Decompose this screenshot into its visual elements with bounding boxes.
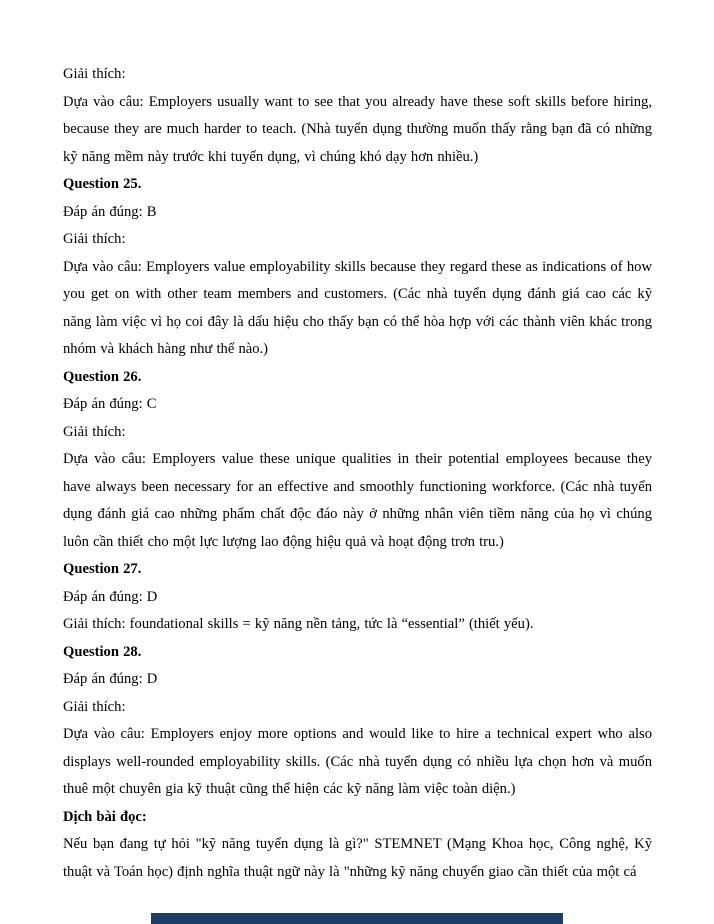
paragraph: Dựa vào câu: Employers usually want to see that you already have these soft skills before hiring, because they are much harder to teach. (Nhà tuyển dụng thường muốn thấy rằng bạn đã có những kỹ năng mềm này trước khi tuyển dụng, vì chúng khó dạy hơn nhiều.) <box>63 93 652 165</box>
paragraph: Giải thích: <box>63 423 126 440</box>
paragraph: Nếu bạn đang tự hỏi "kỹ năng tuyển dụng là gì?" STEMNET (Mạng Khoa học, Công nghệ, Kỹ thuật và Toán học) định nghĩa thuật ngữ này là "những kỹ năng chuyển giao cần thiết của một cá <box>63 836 652 880</box>
paragraph: Đáp án đúng: B <box>63 203 157 220</box>
footer-bar <box>151 913 563 924</box>
paragraph: Đáp án đúng: D <box>63 588 158 605</box>
paragraph: Đáp án đúng: D <box>63 671 158 687</box>
document-body <box>63 61 652 886</box>
paragraph: Giải thích: <box>63 231 126 247</box>
paragraph: Giải thích: foundational skills = kỹ năng nền tảng, tức là “essential” (thiết yếu). <box>63 616 534 632</box>
paragraph: Giải thích: <box>63 698 126 715</box>
section-heading: Question 27. <box>63 561 142 577</box>
paragraph: Dựa vào câu: Employers value these unique qualities in their potential employees because they have always been necessary for an effective and smoothly functioning workforce. (Các nhà tuyển dụng đánh giá cao những phẩm chất độc đáo này ở những nhân viên tiềm năng của họ vì chúng luôn cần thiết cho một lực lượng lao động hiệu quả và hoạt động trơn tru.) <box>63 451 652 550</box>
paragraph: Giải thích: <box>63 66 126 82</box>
paragraph: Dựa vào câu: Employers value employability skills because they regard these as indications of how you get on with other team members and customers. (Các nhà tuyển dụng đánh giá cao các kỹ năng làm việc vì họ coi đây là dấu hiệu cho thấy bạn có thể hòa hợp với các thành viên khác trong nhóm và khách hàng như thế nào.) <box>63 258 652 357</box>
paragraph: Đáp án đúng: C <box>63 396 157 412</box>
section-heading: Dịch bài đọc: <box>63 808 147 825</box>
paragraph: Dựa vào câu: Employers enjoy more options and would like to hire a technical expert who also displays well-rounded employability skills. (Các nhà tuyển dụng có nhiều lựa chọn hơn và muốn thuê một chuyên gia kỹ thuật cũng thể hiện các kỹ năng làm việc toàn diện.) <box>63 726 652 797</box>
section-heading: Question 25. <box>63 176 142 192</box>
section-heading: Question 28. <box>63 643 142 660</box>
section-heading: Question 26. <box>63 368 142 385</box>
